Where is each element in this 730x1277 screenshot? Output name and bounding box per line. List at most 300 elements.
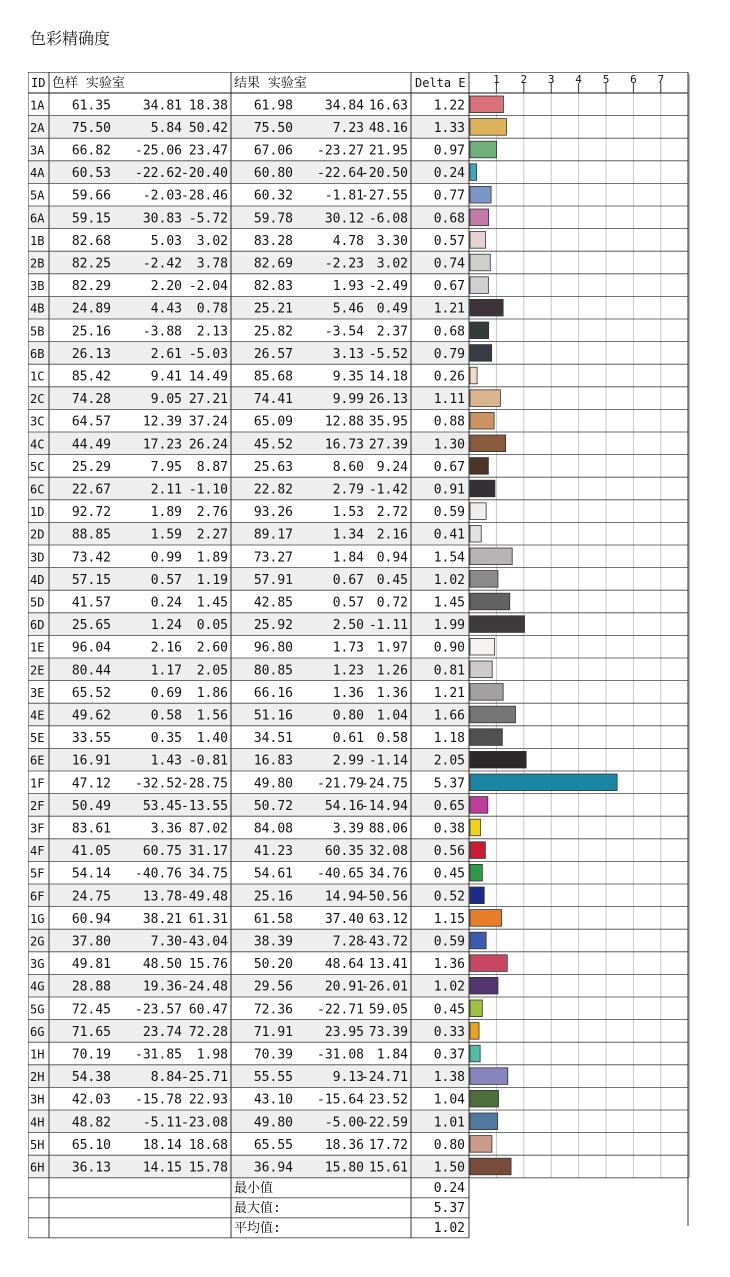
delta-e-bar <box>470 186 491 203</box>
delta-e-value: 1.30 <box>433 437 465 453</box>
result-lab-value: 38.39 <box>253 934 293 950</box>
sample-lab-value: 2.61 <box>150 346 182 362</box>
delta-e-bar <box>470 1113 498 1130</box>
delta-e-bar <box>470 345 492 362</box>
sample-lab-value: 13.78 <box>142 889 182 905</box>
result-lab-value: -31.08 <box>317 1047 364 1063</box>
delta-e-bar <box>470 797 488 814</box>
header-sample-lab: 色样 实验室 <box>52 76 125 91</box>
sample-lab-value: 80.44 <box>71 663 111 679</box>
sample-lab-value: 31.17 <box>188 844 228 860</box>
delta-e-value: 0.68 <box>433 211 465 227</box>
result-lab-value: 65.09 <box>253 414 293 430</box>
delta-e-bar <box>470 1000 482 1017</box>
sample-lab-value: 74.28 <box>71 392 111 408</box>
row-id: 3G <box>30 957 45 972</box>
sample-lab-value: 1.56 <box>196 708 228 724</box>
delta-e-bar <box>470 638 495 655</box>
result-lab-value: 84.08 <box>253 821 293 837</box>
axis-tick-label: 4 <box>575 73 582 86</box>
result-lab-value: 14.18 <box>368 369 408 385</box>
axis-tick-label: 6 <box>630 73 637 86</box>
result-lab-value: 9.24 <box>376 459 408 475</box>
result-lab-value: 66.16 <box>253 685 293 701</box>
result-lab-value: -6.08 <box>368 211 408 227</box>
sample-lab-value: 61.31 <box>188 911 228 927</box>
delta-e-value: 0.24 <box>433 166 465 182</box>
sample-lab-value: 47.12 <box>71 776 111 792</box>
sample-lab-value: 2.76 <box>196 505 228 521</box>
result-lab-value: 70.39 <box>253 1047 293 1063</box>
result-lab-value: -1.11 <box>368 618 408 634</box>
row-id: 4D <box>30 572 45 587</box>
sample-lab-value: -32.52 <box>135 776 182 792</box>
sample-lab-value: 2.27 <box>196 527 228 543</box>
sample-lab-value: -5.03 <box>188 346 228 362</box>
result-lab-value: 0.80 <box>332 708 364 724</box>
result-lab-value: 74.41 <box>253 392 293 408</box>
sample-lab-value: 54.14 <box>71 866 111 882</box>
summary-value: 5.37 <box>433 1201 465 1217</box>
axis-tick-label: 5 <box>602 73 610 86</box>
result-lab-value: 89.17 <box>253 527 293 543</box>
axis-tick-label: 2 <box>520 73 528 86</box>
row-id: 4H <box>30 1115 45 1130</box>
delta-e-value: 1.18 <box>433 731 465 747</box>
result-lab-value: 16.63 <box>368 98 408 114</box>
sample-lab-value: 25.16 <box>71 324 111 340</box>
result-lab-value: -21.79 <box>317 776 364 792</box>
sample-lab-value: 50.42 <box>188 120 228 136</box>
sample-lab-value: -24.48 <box>181 979 228 995</box>
result-lab-value: 41.23 <box>253 844 293 860</box>
delta-e-bar <box>470 299 503 316</box>
result-lab-value: 80.85 <box>253 663 293 679</box>
sample-lab-value: 17.23 <box>142 437 182 453</box>
sample-lab-value: 49.81 <box>71 957 111 973</box>
sample-lab-value: 59.15 <box>71 211 111 227</box>
result-lab-value: 23.95 <box>324 1024 364 1040</box>
sample-lab-value: 24.75 <box>71 889 111 905</box>
result-lab-value: 3.02 <box>376 256 408 272</box>
sample-lab-value: 25.65 <box>71 618 111 634</box>
sample-lab-value: 42.03 <box>71 1092 111 1108</box>
row-id: 4A <box>30 166 45 181</box>
sample-lab-value: 5.84 <box>150 120 182 136</box>
sample-lab-value: -5.11 <box>142 1115 182 1131</box>
header-id: ID <box>31 76 46 90</box>
delta-e-value: 0.67 <box>433 459 465 475</box>
sample-lab-value: -22.62 <box>135 166 182 182</box>
result-lab-value: 48.16 <box>368 120 408 136</box>
sample-lab-value: 41.57 <box>71 595 111 611</box>
delta-e-bar <box>470 119 506 136</box>
sample-lab-value: -20.40 <box>181 166 228 182</box>
delta-e-bar <box>470 254 490 271</box>
row-id: 4C <box>30 437 45 452</box>
axis-tick-label: 3 <box>547 73 555 86</box>
result-lab-value: 35.95 <box>368 414 408 430</box>
result-lab-value: 3.13 <box>332 346 364 362</box>
delta-e-value: 0.67 <box>433 279 465 295</box>
sample-lab-value: -2.42 <box>142 256 182 272</box>
result-lab-value: -5.00 <box>324 1115 364 1131</box>
result-lab-value: 0.94 <box>376 550 408 566</box>
row-id: 1B <box>30 233 45 248</box>
delta-e-value: 0.59 <box>433 505 465 521</box>
sample-lab-value: 34.75 <box>188 866 228 882</box>
delta-e-value: 0.33 <box>433 1024 465 1040</box>
sample-lab-value: 60.94 <box>71 911 111 927</box>
delta-e-bar <box>470 322 489 339</box>
sample-lab-value: 87.02 <box>188 821 228 837</box>
result-lab-value: 7.28 <box>332 934 364 950</box>
row-id: 6G <box>30 1024 45 1039</box>
delta-e-value: 0.91 <box>433 482 465 498</box>
sample-lab-value: 82.68 <box>71 233 111 249</box>
result-lab-value: 25.63 <box>253 459 293 475</box>
sample-lab-value: 9.05 <box>150 392 182 408</box>
sample-lab-value: 48.82 <box>71 1115 111 1131</box>
sample-lab-value: 2.60 <box>196 640 228 656</box>
summary-label: 平均值: <box>234 1221 281 1237</box>
delta-e-value: 0.80 <box>433 1137 465 1153</box>
sample-lab-value: 50.49 <box>71 798 111 814</box>
result-lab-value: 55.55 <box>253 1070 293 1086</box>
delta-e-bar <box>470 593 510 610</box>
sample-lab-value: 75.50 <box>71 120 111 136</box>
sample-lab-value: 25.29 <box>71 459 111 475</box>
sample-lab-value: 24.89 <box>71 301 111 317</box>
row-id: 5A <box>30 188 45 203</box>
sample-lab-value: 2.11 <box>150 482 182 498</box>
delta-e-value: 0.88 <box>433 414 465 430</box>
sample-lab-value: 1.86 <box>196 685 228 701</box>
result-lab-value: 9.35 <box>332 369 364 385</box>
header-delta-e: Delta E <box>415 76 466 90</box>
delta-e-value: 1.99 <box>433 618 465 634</box>
row-id: 6C <box>30 482 45 497</box>
sample-lab-value: 53.45 <box>142 798 182 814</box>
row-id: 3A <box>30 143 45 158</box>
sample-lab-value: 19.36 <box>142 979 182 995</box>
result-lab-value: 16.73 <box>324 437 364 453</box>
sample-lab-value: 72.28 <box>188 1024 228 1040</box>
delta-e-value: 2.05 <box>433 753 465 769</box>
row-id: 2G <box>30 934 45 949</box>
delta-e-value: 0.26 <box>433 369 465 385</box>
result-lab-value: 9.99 <box>332 392 364 408</box>
sample-lab-value: 64.57 <box>71 414 111 430</box>
delta-e-value: 0.65 <box>433 798 465 814</box>
delta-e-bar <box>470 684 503 701</box>
delta-e-bar <box>470 910 502 927</box>
result-lab-value: -2.23 <box>324 256 364 272</box>
delta-e-bar <box>470 435 506 452</box>
delta-e-value: 0.45 <box>433 866 465 882</box>
result-lab-value: 1.84 <box>332 550 364 566</box>
delta-e-value: 0.68 <box>433 324 465 340</box>
result-lab-value: 1.73 <box>332 640 364 656</box>
sample-lab-value: 0.58 <box>150 708 182 724</box>
delta-e-value: 1.04 <box>433 1092 465 1108</box>
sample-lab-value: 0.99 <box>150 550 182 566</box>
sample-lab-value: 82.29 <box>71 279 111 295</box>
row-id: 6B <box>30 346 45 361</box>
delta-e-bar <box>470 1045 480 1062</box>
result-lab-value: 57.91 <box>253 572 293 588</box>
result-lab-value: 13.41 <box>368 957 408 973</box>
result-lab-value: 25.92 <box>253 618 293 634</box>
result-lab-value: 2.79 <box>332 482 364 498</box>
result-lab-value: 59.05 <box>368 1002 408 1018</box>
row-id: 1A <box>30 98 45 113</box>
row-id: 3C <box>30 414 45 429</box>
sample-lab-value: 72.45 <box>71 1002 111 1018</box>
result-lab-value: 23.52 <box>368 1092 408 1108</box>
delta-e-bar <box>470 164 477 181</box>
sample-lab-value: 23.74 <box>142 1024 182 1040</box>
result-lab-value: -40.65 <box>317 866 364 882</box>
color-accuracy-chart <box>28 72 690 1240</box>
delta-e-value: 0.79 <box>433 346 465 362</box>
delta-e-value: 1.21 <box>433 301 465 317</box>
sample-lab-value: 1.19 <box>196 572 228 588</box>
delta-e-value: 0.52 <box>433 889 465 905</box>
sample-lab-value: 2.13 <box>196 324 228 340</box>
sample-lab-value: 28.88 <box>71 979 111 995</box>
row-id: 4G <box>30 979 45 994</box>
row-id: 2A <box>30 120 45 135</box>
sample-lab-value: 71.65 <box>71 1024 111 1040</box>
row-id: 6A <box>30 211 45 226</box>
delta-e-value: 1.15 <box>433 911 465 927</box>
delta-e-value: 1.11 <box>433 392 465 408</box>
result-lab-value: 60.35 <box>324 844 364 860</box>
result-lab-value: 26.57 <box>253 346 293 362</box>
sample-lab-value: 14.15 <box>142 1160 182 1176</box>
result-lab-value: 15.61 <box>368 1160 408 1176</box>
row-id: 3B <box>30 279 45 294</box>
delta-e-bar <box>470 412 494 429</box>
row-id: 5G <box>30 1002 45 1017</box>
result-lab-value: 16.83 <box>253 753 293 769</box>
result-lab-value: 1.53 <box>332 505 364 521</box>
sample-lab-value: -0.81 <box>188 753 228 769</box>
sample-lab-value: 14.49 <box>188 369 228 385</box>
sample-lab-value: 22.93 <box>188 1092 228 1108</box>
summary-value: 1.02 <box>433 1221 465 1237</box>
summary-value: 0.24 <box>433 1181 465 1197</box>
result-lab-value: -5.52 <box>368 346 408 362</box>
row-id: 5B <box>30 324 45 339</box>
row-id: 5F <box>30 866 45 881</box>
delta-e-value: 0.81 <box>433 663 465 679</box>
result-lab-value: -26.01 <box>361 979 408 995</box>
sample-lab-value: 57.15 <box>71 572 111 588</box>
summary-label: 最小值 <box>234 1181 274 1197</box>
sample-lab-value: 1.45 <box>196 595 228 611</box>
sample-lab-value: 16.91 <box>71 753 111 769</box>
sample-lab-value: 38.21 <box>142 911 182 927</box>
row-id: 3H <box>30 1092 45 1107</box>
delta-e-bar <box>470 887 484 904</box>
sample-lab-value: 44.49 <box>71 437 111 453</box>
sample-lab-value: 18.14 <box>142 1137 182 1153</box>
result-lab-value: 82.83 <box>253 279 293 295</box>
result-lab-value: 67.06 <box>253 143 293 159</box>
sample-lab-value: -25.71 <box>181 1070 228 1086</box>
result-lab-value: 9.13 <box>332 1070 364 1086</box>
sample-lab-value: 48.50 <box>142 957 182 973</box>
delta-e-value: 0.59 <box>433 934 465 950</box>
delta-e-value: 0.45 <box>433 1002 465 1018</box>
row-id: 5E <box>30 731 45 746</box>
sample-lab-value: 0.57 <box>150 572 182 588</box>
result-lab-value: 42.85 <box>253 595 293 611</box>
result-lab-value: 25.16 <box>253 889 293 905</box>
result-lab-value: 18.36 <box>324 1137 364 1153</box>
delta-e-value: 1.22 <box>433 98 465 114</box>
delta-e-bar <box>470 209 489 226</box>
sample-lab-value: 12.39 <box>142 414 182 430</box>
result-lab-value: 72.36 <box>253 1002 293 1018</box>
result-lab-value: 50.20 <box>253 957 293 973</box>
result-lab-value: 54.16 <box>324 798 364 814</box>
sample-lab-value: 15.76 <box>188 957 228 973</box>
result-lab-value: 0.67 <box>332 572 364 588</box>
result-lab-value: 45.52 <box>253 437 293 453</box>
sample-lab-value: -49.48 <box>181 889 228 905</box>
delta-e-value: 0.97 <box>433 143 465 159</box>
result-lab-value: -14.94 <box>361 798 408 814</box>
result-lab-value: 25.82 <box>253 324 293 340</box>
sample-lab-value: 1.89 <box>150 505 182 521</box>
delta-e-bar <box>470 571 498 588</box>
sample-lab-value: 23.47 <box>188 143 228 159</box>
result-lab-value: 36.94 <box>253 1160 293 1176</box>
result-lab-value: -1.81 <box>324 188 364 204</box>
result-lab-value: 1.97 <box>376 640 408 656</box>
row-id: 5C <box>30 459 45 474</box>
sample-lab-value: 1.43 <box>150 753 182 769</box>
result-lab-value: -27.55 <box>361 188 408 204</box>
sample-lab-value: 0.24 <box>150 595 182 611</box>
row-id: 1G <box>30 911 45 926</box>
result-lab-value: -1.42 <box>368 482 408 498</box>
row-id: 1D <box>30 505 45 520</box>
result-lab-value: 15.80 <box>324 1160 364 1176</box>
result-lab-value: 34.84 <box>324 98 364 114</box>
result-lab-value: 49.80 <box>253 1115 293 1131</box>
sample-lab-value: 5.03 <box>150 233 182 249</box>
delta-e-value: 5.37 <box>433 776 465 792</box>
result-lab-value: 17.72 <box>368 1137 408 1153</box>
sample-lab-value: 37.24 <box>188 414 228 430</box>
sample-lab-value: -5.72 <box>188 211 228 227</box>
result-lab-value: 51.16 <box>253 708 293 724</box>
result-lab-value: 93.26 <box>253 505 293 521</box>
summary-label: 最大值: <box>234 1201 281 1217</box>
sample-lab-value: 1.89 <box>196 550 228 566</box>
sample-lab-value: -2.03 <box>142 188 182 204</box>
sample-lab-value: 1.17 <box>150 663 182 679</box>
delta-e-bar <box>470 480 495 497</box>
row-id: 4E <box>30 708 45 723</box>
sample-lab-value: 65.52 <box>71 685 111 701</box>
row-id: 6H <box>30 1160 45 1175</box>
delta-e-value: 1.50 <box>433 1160 465 1176</box>
result-lab-value: 60.80 <box>253 166 293 182</box>
delta-e-bar <box>470 458 488 475</box>
row-id: 2E <box>30 663 45 678</box>
axis-tick-label: 7 <box>657 73 665 86</box>
result-lab-value: 0.61 <box>332 731 364 747</box>
row-id: 5D <box>30 595 45 610</box>
sample-lab-value: 60.53 <box>71 166 111 182</box>
sample-lab-value: 82.25 <box>71 256 111 272</box>
sample-lab-value: 60.47 <box>188 1002 228 1018</box>
color-accuracy-report <box>28 72 690 1240</box>
result-lab-value: 43.10 <box>253 1092 293 1108</box>
result-lab-value: -20.50 <box>361 166 408 182</box>
delta-e-bar <box>470 548 512 565</box>
delta-e-bar <box>470 96 503 113</box>
sample-lab-value: -23.08 <box>181 1115 228 1131</box>
row-id: 6F <box>30 889 45 904</box>
result-lab-value: -22.64 <box>317 166 364 182</box>
row-id: 2B <box>30 256 45 271</box>
delta-e-bar <box>470 616 525 633</box>
result-lab-value: 65.55 <box>253 1137 293 1153</box>
sample-lab-value: 49.62 <box>71 708 111 724</box>
delta-e-bar <box>470 1136 492 1153</box>
sample-lab-value: 88.85 <box>71 527 111 543</box>
sample-lab-value: 26.24 <box>188 437 228 453</box>
sample-lab-value: 34.81 <box>142 98 182 114</box>
sample-lab-value: -23.57 <box>135 1002 182 1018</box>
row-id: 6D <box>30 618 45 633</box>
sample-lab-value: 8.87 <box>196 459 228 475</box>
delta-e-value: 1.54 <box>433 550 465 566</box>
sample-lab-value: 15.78 <box>188 1160 228 1176</box>
sample-lab-value: 22.67 <box>71 482 111 498</box>
result-lab-value: 12.88 <box>324 414 364 430</box>
result-lab-value: 1.93 <box>332 279 364 295</box>
result-lab-value: 29.56 <box>253 979 293 995</box>
result-lab-value: 50.72 <box>253 798 293 814</box>
result-lab-value: 1.36 <box>376 685 408 701</box>
result-lab-value: 71.91 <box>253 1024 293 1040</box>
delta-e-value: 0.77 <box>433 188 465 204</box>
result-lab-value: 3.30 <box>376 233 408 249</box>
delta-e-bar <box>470 277 488 294</box>
sample-lab-value: -3.88 <box>142 324 182 340</box>
result-lab-value: 63.12 <box>368 911 408 927</box>
sample-lab-value: 33.55 <box>71 731 111 747</box>
result-lab-value: 34.51 <box>253 731 293 747</box>
result-lab-value: 48.64 <box>324 957 364 973</box>
delta-e-value: 0.37 <box>433 1047 465 1063</box>
result-lab-value: -24.71 <box>361 1070 408 1086</box>
result-lab-value: 37.40 <box>324 911 364 927</box>
sample-lab-value: 30.83 <box>142 211 182 227</box>
delta-e-bar <box>470 367 477 384</box>
result-lab-value: 54.61 <box>253 866 293 882</box>
delta-e-value: 1.02 <box>433 572 465 588</box>
sample-lab-value: 4.43 <box>150 301 182 317</box>
sample-lab-value: 2.16 <box>150 640 182 656</box>
